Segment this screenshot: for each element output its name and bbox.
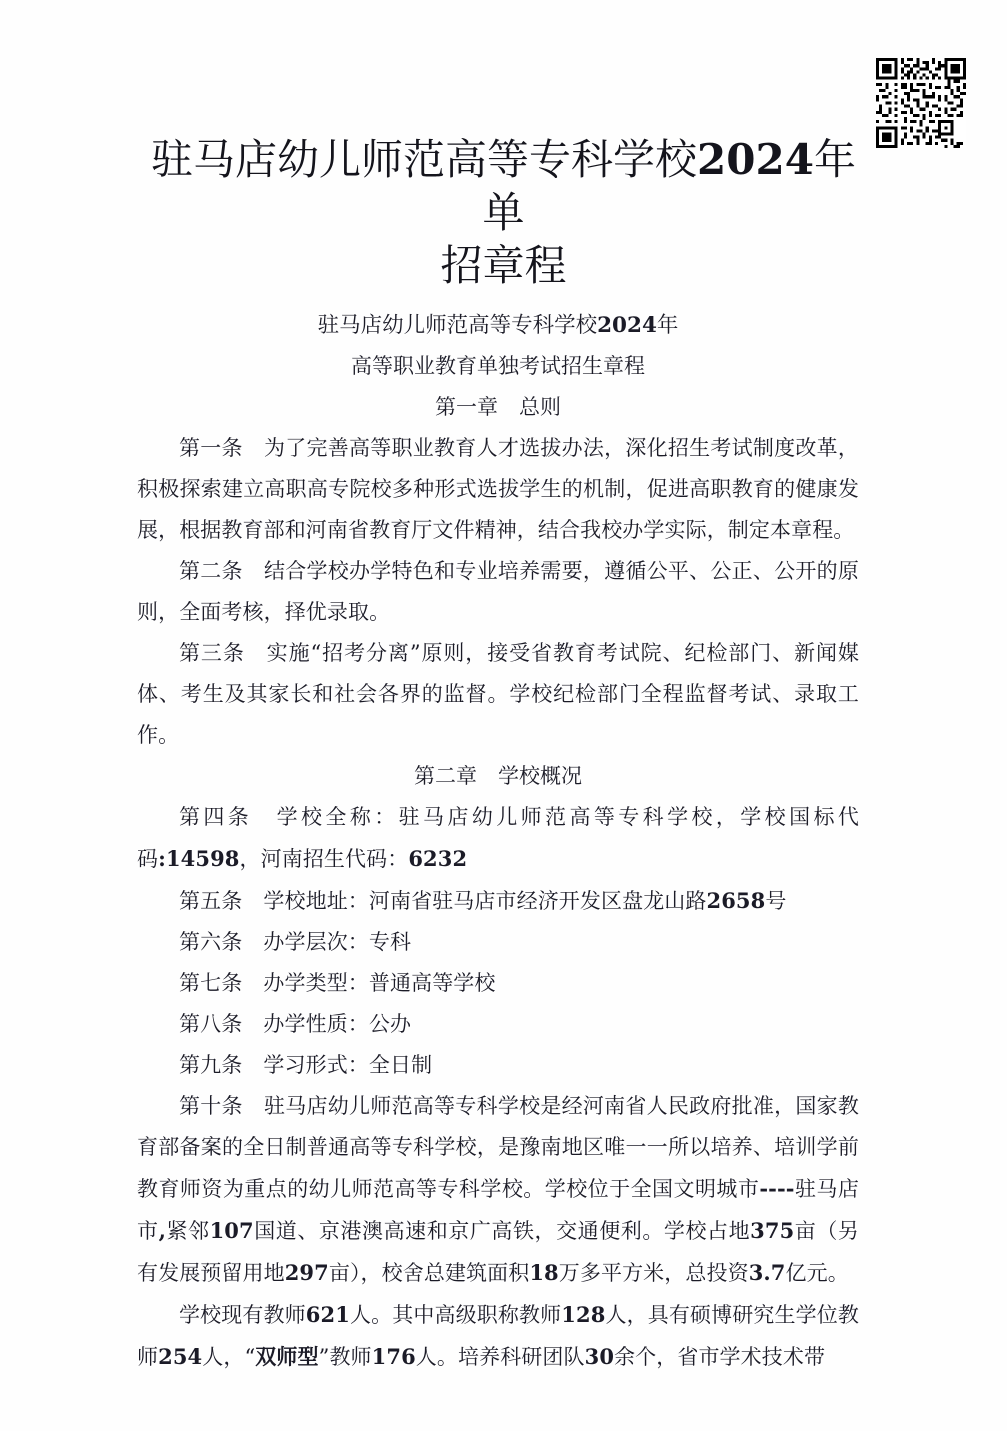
subtitle-line-2: 高等职业教育单独考试招生章程 [351,354,645,378]
qr-code-icon [876,58,966,148]
article-9: 第九条 学习形式：全日制 [179,1053,433,1077]
article-1: 第一条 为了完善高等职业教育人才选拔办法，深化招生考试制度改革，积极探索建立高职高专院校多种形式选拔学生的机制，促进高职教育的健康发展，根据教育部和河南省教育厅文件精神，结合我校办学实际，制定本章程。 [137,436,859,542]
chapter-heading-2: 第二章 学校概况 [414,764,582,788]
article-5: 第五条 学校地址：河南省驻马店市经济开发区盘龙山路2658号 [179,888,787,913]
article-6: 第六条 办学层次：专科 [179,930,412,954]
subtitle-line-1: 驻马店幼儿师范高等专科学校2024年 [317,313,679,338]
article-2: 第二条 结合学校办学特色和专业培养需要，遵循公平、公正、公开的原则，全面考核，择优录取。 [137,559,859,624]
article-10: 第十条 驻马店幼儿师范高等专科学校是经河南省人民政府批准，国家教育部备案的全日制普通高等专科学校，是豫南地区唯一一所以培养、培训学前教育师资为重点的幼儿师范高等专科学校。学校位于全国文明城市----驻马店市,紧邻107国道、京港澳高速和京广高铁，交通便利。学校占地375亩（另有发展预留用地297亩），校舍总建筑面积18万多平方米，总投资3.7亿元。 [137,1094,859,1285]
article-8: 第八条 办学性质：公办 [179,1012,412,1036]
article-4: 第四条 学校全称：驻马店幼儿师范高等专科学校，学校国标代码:14598，河南招生代码：6232 [137,805,859,871]
qr-code-image [876,58,966,148]
article-3: 第三条 实施“招考分离”原则，接受省教育考试院、纪检部门、新闻媒体、考生及其家长和社会各界的监督。学校纪检部门全程监督考试、录取工作。 [137,641,859,747]
chapter-heading-1: 第一章 总则 [435,395,561,419]
document-body [137,305,859,1378]
article-7: 第七条 办学类型：普通高等学校 [179,971,496,995]
document-title-line-2: 招章程 [440,241,567,290]
paragraph-faculty: 学校现有教师621人。其中高级职称教师128人，具有硕博研究生学位教师254人，“双师型”教师176人。培养科研团队30余个，省市学术技术带 [137,1302,859,1369]
document-title [150,133,857,292]
document-title-line-1: 驻马店幼儿师范高等专科学校2024年单 [151,135,856,237]
